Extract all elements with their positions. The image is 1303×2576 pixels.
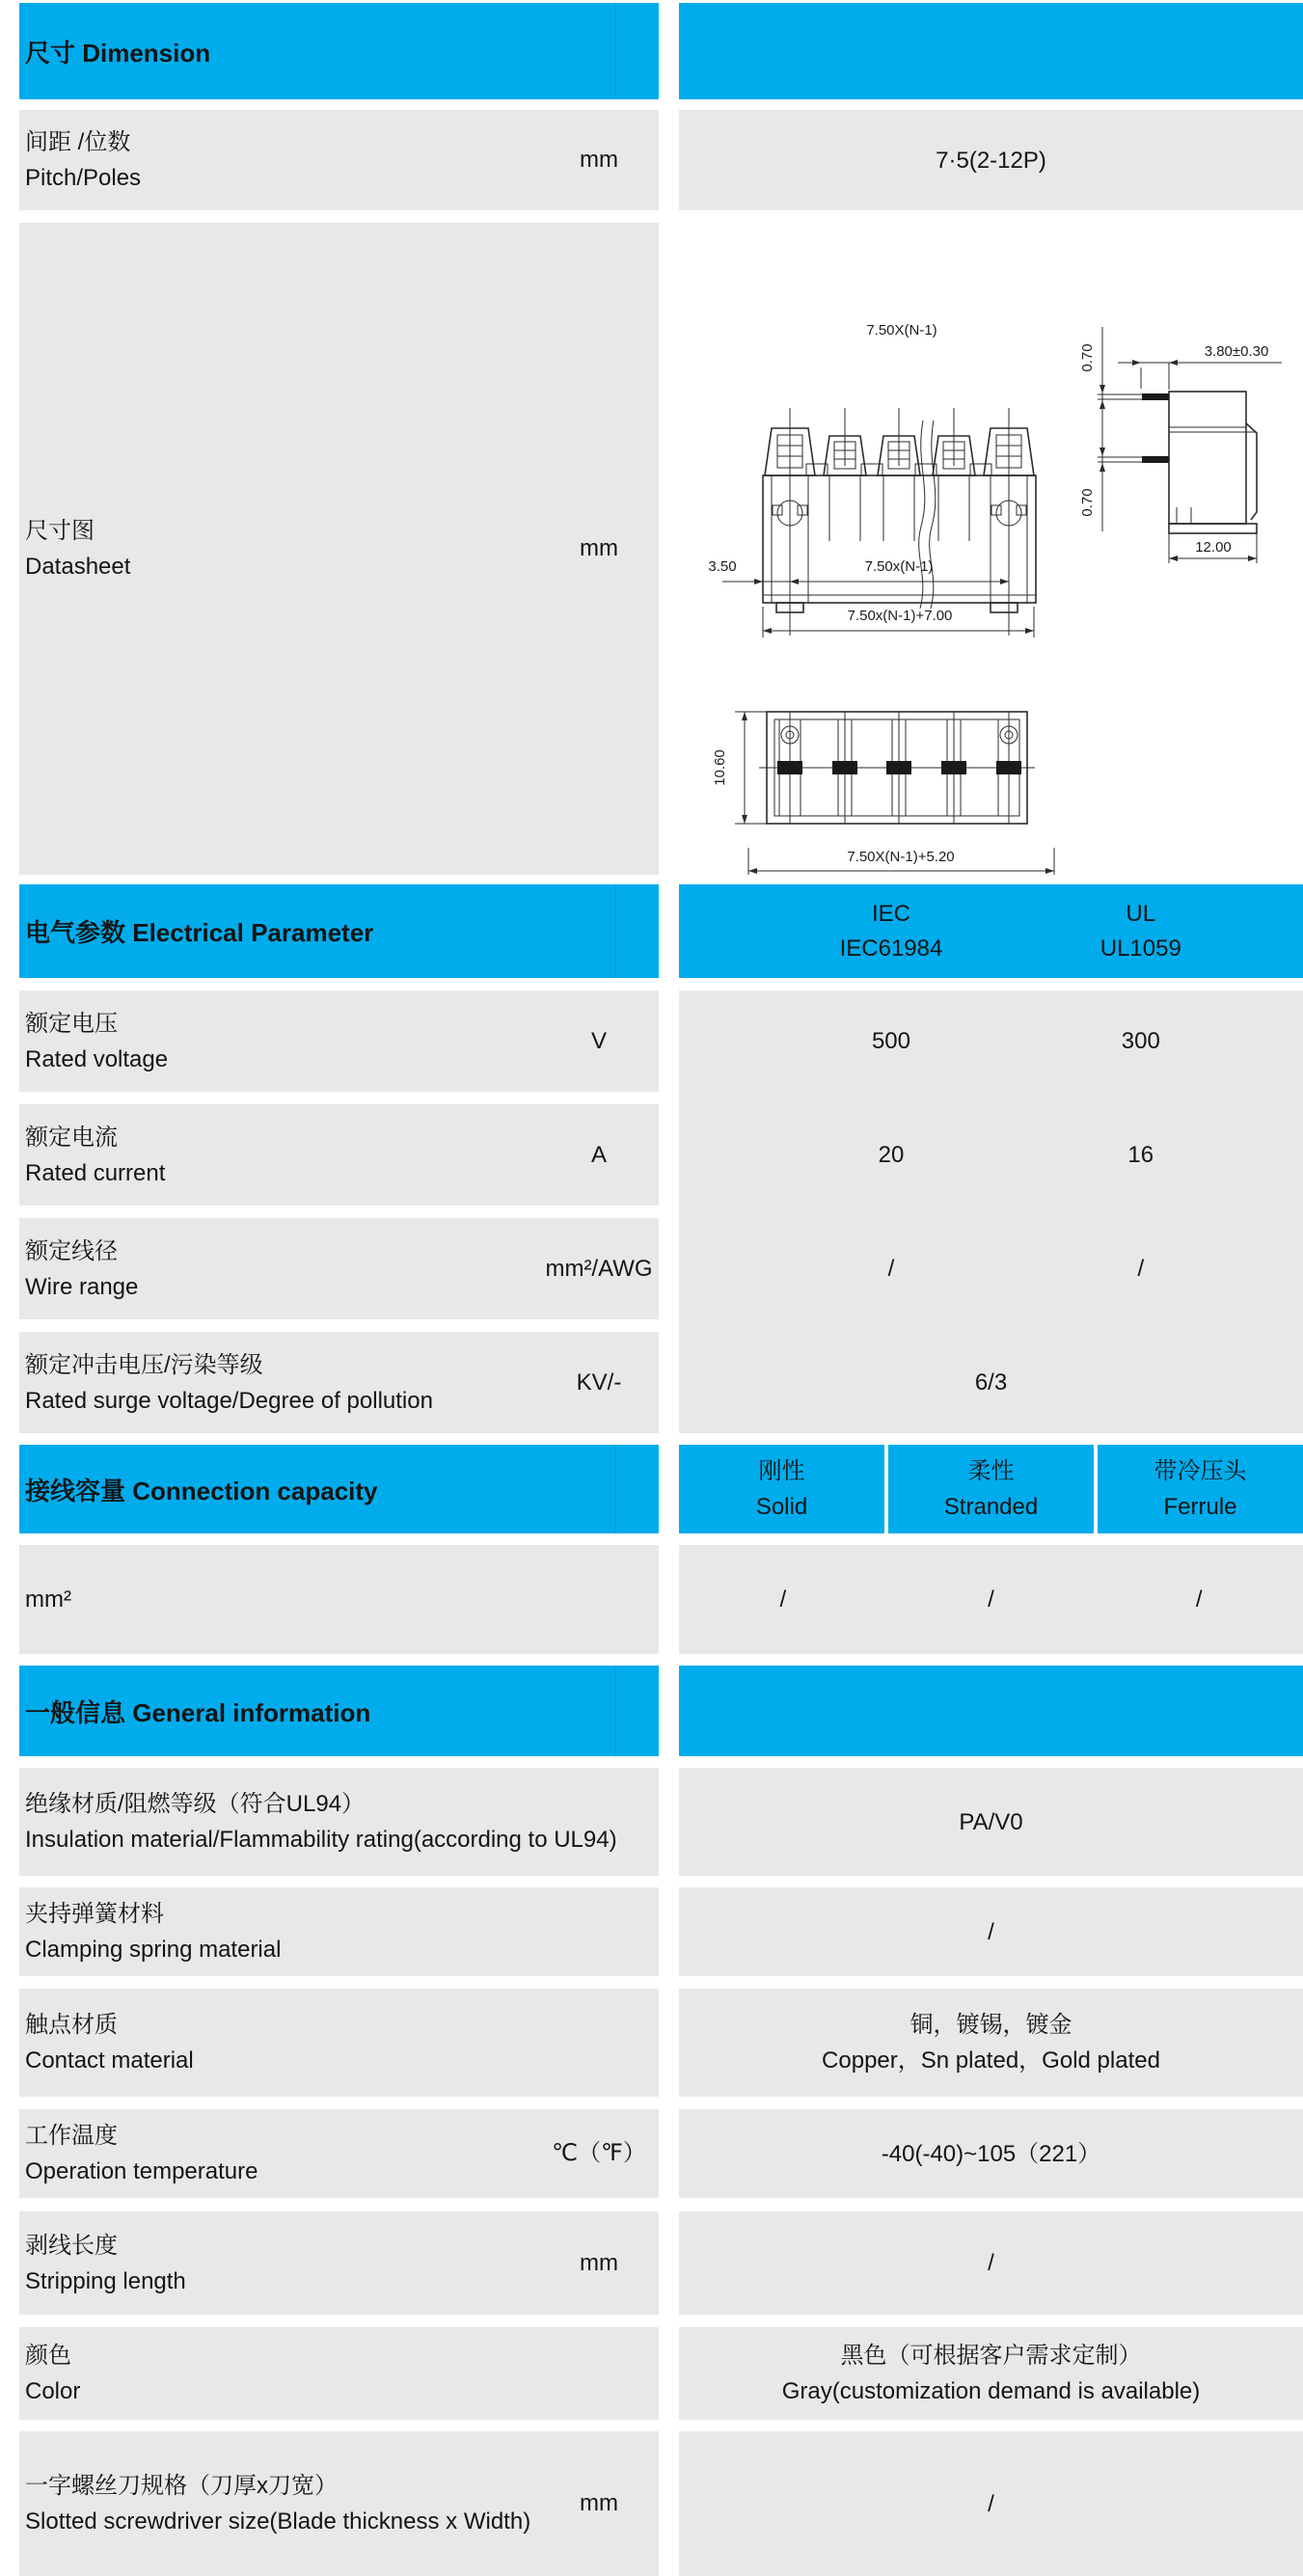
column-header-stranded [888, 1445, 1094, 1533]
value-en: Gray(customization demand is available) [781, 2378, 1201, 2404]
unit-label: KV/- [576, 1369, 622, 1396]
label-en: Wire range [25, 1273, 139, 1300]
row-screwdriver-size [0, 2431, 1303, 2576]
dim-pin-bottom: 0.70 [1079, 488, 1096, 517]
label-zh: 额定电压 [25, 1010, 118, 1037]
column-divider [614, 1445, 616, 1533]
ul-value: 300 [1121, 1027, 1160, 1054]
dim-top-total: 7.50X(N-1)+5.20 [847, 849, 955, 865]
column-header-iec [767, 884, 1017, 978]
label-zh: 额定线径 [25, 1237, 118, 1264]
cell-gap [659, 990, 679, 1433]
section-title: 接线容量 Connection capacity [25, 1476, 378, 1505]
section-header-general [0, 1666, 1303, 1756]
value-cell [679, 1989, 1303, 2097]
label-zh: 额定冲击电压/污染等级 [25, 1351, 263, 1378]
section-header-dimension-right [679, 3, 1303, 99]
standard-name: IEC [871, 900, 910, 927]
dim-front-total: 7.50x(N-1)+7.00 [847, 608, 953, 624]
technical-drawing-cell [679, 223, 1303, 875]
label-en: Rated surge voltage/Degree of pollution [25, 1387, 433, 1414]
row-stripping-length [0, 2211, 1303, 2315]
section-header-dimension-left [19, 3, 659, 99]
dim-height: 10.60 [712, 749, 728, 786]
label-zh: 颜色 [25, 2343, 71, 2369]
label-en: Clamping spring material [25, 1937, 282, 1963]
dim-pin-top: 0.70 [1079, 343, 1096, 372]
cell-gap [659, 1545, 679, 1654]
label-cell [19, 2327, 659, 2420]
section-title: 尺寸 Dimension [25, 38, 211, 68]
label-zh: 工作温度 [25, 2123, 118, 2149]
label-zh: 夹持弹簧材料 [25, 1901, 164, 1927]
section-header-connection-left [19, 1445, 659, 1533]
value-cell: / [679, 1887, 1303, 1976]
label-cell [19, 1768, 659, 1876]
unit-label: mm [580, 147, 618, 173]
dim-front-pitch: 7.50x(N-1) [864, 558, 934, 575]
label-zh: 绝缘材质/阻燃等级（符合UL94） [25, 1791, 366, 1817]
row-datasheet [0, 223, 1303, 875]
unit-label: mm [580, 535, 618, 561]
label-en: Pitch/Poles [25, 165, 142, 191]
label-cell [19, 990, 659, 1092]
column-header-solid [679, 1445, 884, 1533]
cell-gap [659, 223, 679, 875]
merged-value: 6/3 [974, 1369, 1008, 1396]
dim-tail: 3.80±0.30 [1204, 343, 1269, 360]
label-en: Operation temperature [25, 2158, 258, 2184]
section-header-electrical-left [19, 884, 659, 978]
value-zh: 铜，镀锡，镀金 [909, 2012, 1072, 2038]
label-en: Datasheet [25, 554, 131, 580]
cell-gap [659, 1989, 679, 2097]
cell-gap [659, 2327, 679, 2420]
column-divider [614, 884, 616, 978]
row-connection-capacity [0, 1545, 1303, 1654]
section-header-dimension [0, 3, 1303, 99]
label-zh: 尺寸图 [25, 518, 95, 544]
row-pitch-poles [0, 110, 1303, 210]
row-contact-material [0, 1989, 1303, 2097]
value-row-rated-voltage [679, 990, 1303, 1092]
value-cell: 7·5(2-12P) [679, 110, 1303, 210]
column-zh: 刚性 [758, 1458, 805, 1484]
section-header-connection-right [679, 1445, 1303, 1533]
cell-gap [659, 110, 679, 210]
row-insulation-material [0, 1768, 1303, 1876]
label-en: Rated current [25, 1159, 166, 1186]
label-en: Slotted screwdriver size(Blade thickness x Width) [25, 2508, 531, 2535]
standard-ref: UL1059 [1099, 935, 1181, 962]
value-cell: -40(-40)~105（221） [679, 2109, 1303, 2198]
cell-gap [659, 2431, 679, 2576]
value-cell: / [679, 2431, 1303, 2576]
value-cell: / [679, 2211, 1303, 2315]
section-header-electrical-right [679, 884, 1303, 978]
column-header-ul [1016, 884, 1265, 978]
column-en: Solid [755, 1494, 808, 1520]
label-zh: 间距 /位数 [25, 129, 131, 155]
dim-depth: 12.00 [1195, 539, 1232, 556]
value-row-wire-range [679, 1218, 1303, 1319]
label-en: Insulation material/Flammability rating(according to UL94) [25, 1827, 617, 1853]
electrical-labels [19, 990, 659, 1433]
label-zh: 剥线长度 [25, 2232, 118, 2259]
column-divider [614, 1666, 616, 1756]
section-title: 电气参数 Electrical Parameter [25, 918, 374, 947]
value-cell: PA/V0 [679, 1768, 1303, 1876]
connector-technical-drawing [679, 223, 1303, 875]
column-en: Stranded [943, 1494, 1039, 1520]
value-cell [679, 2327, 1303, 2420]
unit-label: mm [580, 2249, 618, 2276]
label-en: Color [25, 2378, 81, 2404]
label-cell [19, 1332, 659, 1433]
ul-value: / [1137, 1255, 1145, 1282]
cell-gap [659, 2109, 679, 2198]
value-en: Copper，Sn plated，Gold plated [822, 2047, 1160, 2074]
column-zh: 柔性 [967, 1458, 1015, 1484]
label-cell [19, 1218, 659, 1319]
column-zh: 带冷压头 [1154, 1458, 1247, 1484]
label-en: Stripping length [25, 2267, 186, 2294]
label-cell [19, 110, 659, 210]
label: mm² [25, 1586, 71, 1613]
label-cell [19, 1989, 659, 2097]
row-operation-temperature [0, 2109, 1303, 2198]
value-row-rated-current [679, 1104, 1303, 1206]
cell-gap [659, 1887, 679, 1976]
label-cell [19, 2109, 659, 2198]
cell-gap [659, 2211, 679, 2315]
iec-value: 20 [878, 1141, 905, 1168]
dim-front-top: 7.50X(N-1) [866, 322, 937, 339]
stranded-value: / [988, 1586, 994, 1613]
unit-label: mm²/AWG [545, 1255, 653, 1282]
section-title: 一般信息 General information [25, 1697, 371, 1727]
value-row-surge-voltage [679, 1332, 1303, 1433]
unit-label: ℃（℉） [552, 2140, 646, 2166]
column-en: Ferrule [1163, 1494, 1237, 1520]
row-clamping-spring [0, 1887, 1303, 1976]
electrical-values-cell [679, 990, 1303, 1433]
section-header-electrical [0, 884, 1303, 978]
front-view [708, 322, 1036, 637]
column-divider [614, 3, 616, 99]
section-header-general-right [679, 1666, 1303, 1756]
standard-ref: IEC61984 [839, 935, 943, 962]
iec-value: / [887, 1255, 895, 1282]
dim-front-offset: 3.50 [708, 558, 737, 575]
side-view [1079, 327, 1282, 563]
iec-value: 500 [871, 1027, 910, 1054]
label-cell [19, 1887, 659, 1976]
value-zh: 黑色（可根据客户需求定制） [840, 2343, 1142, 2369]
ferrule-value: / [1195, 1586, 1203, 1613]
row-color [0, 2327, 1303, 2420]
label-cell [19, 1545, 659, 1654]
label-en: Rated voltage [25, 1045, 169, 1072]
section-header-connection [0, 1445, 1303, 1533]
electrical-parameter-body [0, 990, 1303, 1433]
cell-gap [659, 1768, 679, 1876]
column-header-ferrule [1098, 1445, 1303, 1533]
label-cell [19, 2431, 659, 2576]
top-view [712, 712, 1054, 875]
label-cell [19, 223, 659, 875]
label-cell [19, 2211, 659, 2315]
unit-label: V [590, 1027, 607, 1054]
label-cell [19, 1104, 659, 1206]
label-zh: 一字螺丝刀规格（刀厚x刀宽） [25, 2473, 338, 2499]
label-zh: 触点材质 [25, 2012, 118, 2038]
ul-value: 16 [1127, 1141, 1154, 1168]
unit-label: mm [580, 2490, 618, 2516]
label-en: Contact material [25, 2047, 194, 2074]
standard-name: UL [1126, 900, 1156, 927]
unit-label: A [590, 1141, 607, 1168]
solid-value: / [779, 1586, 787, 1613]
value-cell [679, 1545, 1303, 1654]
section-header-general-left [19, 1666, 659, 1756]
label-zh: 额定电流 [25, 1124, 118, 1151]
